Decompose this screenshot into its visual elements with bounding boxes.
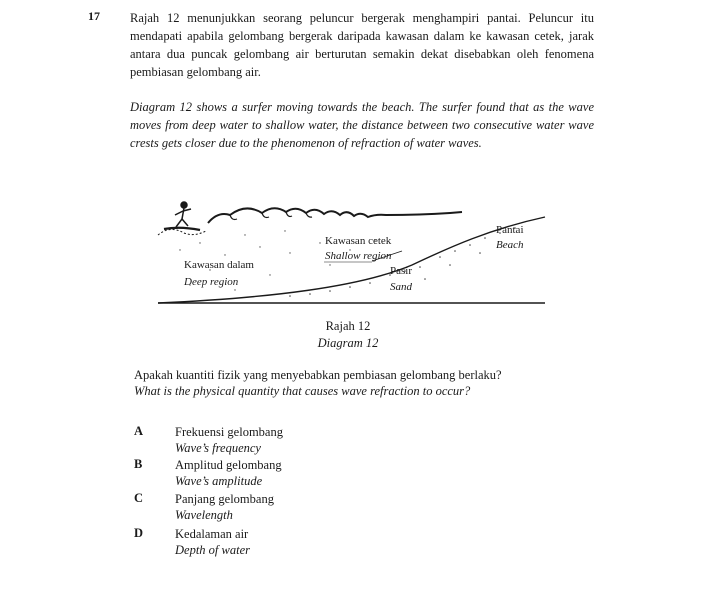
label-shallow-malay: Kawasan cetek (325, 235, 392, 247)
option-d[interactable] (134, 526, 434, 560)
label-beach-malay: Pantai (496, 224, 524, 236)
surfer-figure (158, 202, 206, 235)
label-sand-malay: Pasir (390, 265, 412, 277)
option-text-malay: Panjang gelombang (175, 492, 274, 506)
label-beach-english: Beach (496, 239, 524, 251)
option-text-malay: Kedalaman air (175, 527, 249, 541)
option-b[interactable] (134, 457, 434, 491)
diagram-caption-english: Diagram 12 (317, 336, 379, 350)
label-deep-malay: Kawasan dalam (184, 259, 254, 271)
question-stem-english: What is the physical quantity that causes wave refraction to occur? (134, 384, 471, 398)
option-text-english: Wavelength (175, 508, 233, 522)
option-letter: D (134, 526, 144, 540)
option-c[interactable] (134, 491, 434, 525)
diagram-caption-malay: Rajah 12 (325, 319, 371, 333)
option-text-english: Wave’s amplitude (175, 474, 263, 488)
option-letter: C (134, 491, 144, 505)
question-text-malay: Rajah 12 menunjukkan seorang peluncur bergerak menghampiri pantai. Peluncur itu mendapati apabila gelombang bergerak daripada kawasan dalam ke kawasan cetek, jarak antara dua puncak gelombang air berturutan semakin dekat disebabkan oleh fenomena pembiasan gelombang air. (130, 11, 594, 79)
option-letter: B (134, 457, 143, 471)
option-letter: A (134, 424, 144, 438)
question-number: 17 (88, 9, 100, 23)
wave-crests (208, 208, 462, 223)
option-text-english: Depth of water (175, 543, 250, 557)
label-shallow-english: Shallow region (325, 250, 392, 262)
question-text-english: Diagram 12 shows a surfer moving towards the beach. The surfer found that as the wave moves from deep water to shallow water, the distance between two consecutive water wave crests gets closer due to the phenomenon of refraction of water waves. (130, 100, 594, 150)
option-a[interactable] (134, 424, 434, 458)
option-text-malay: Amplitud gelombang (175, 458, 282, 472)
label-sand-english: Sand (390, 281, 412, 293)
label-deep-english: Deep region (184, 276, 239, 288)
question-stem-malay: Apakah kuantiti fizik yang menyebabkan pembiasan gelombang berlaku? (134, 368, 502, 382)
option-text-malay: Frekuensi gelombang (175, 425, 283, 439)
option-text-english: Wave’s frequency (175, 441, 261, 455)
diagram-12 (150, 195, 550, 310)
